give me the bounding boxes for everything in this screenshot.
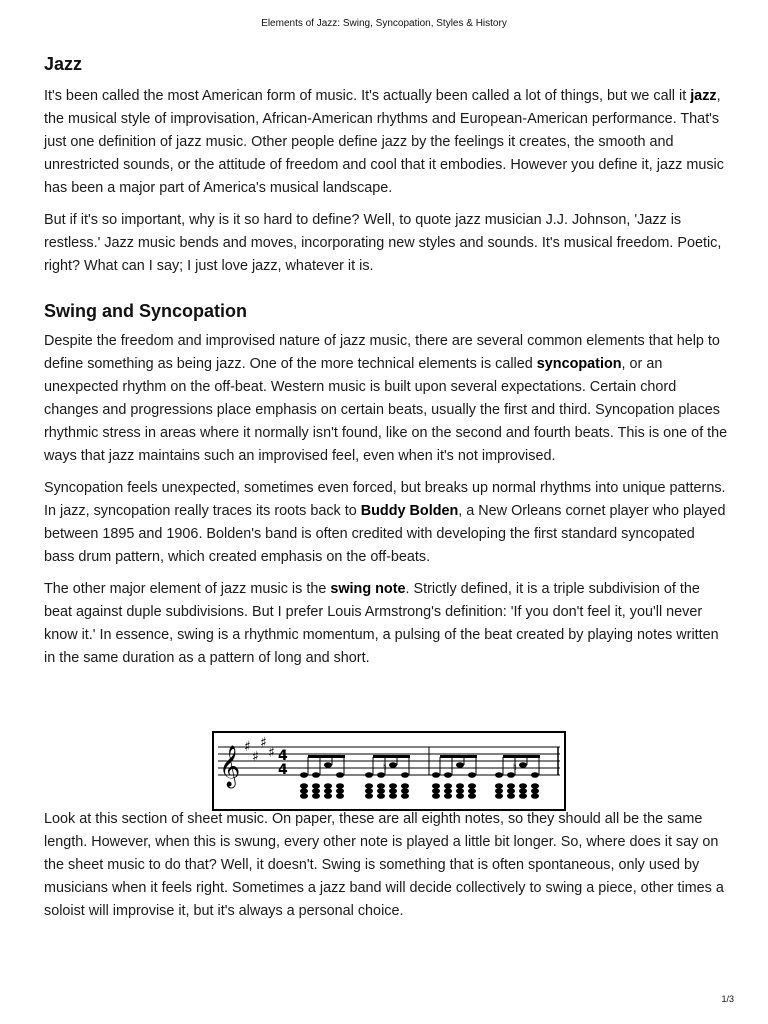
note-head xyxy=(401,772,409,778)
note-beam xyxy=(308,755,345,758)
note-head xyxy=(336,788,344,794)
note-head xyxy=(300,793,308,799)
running-header: Elements of Jazz: Swing, Syncopation, Styles & History xyxy=(261,18,507,29)
note-head xyxy=(336,772,344,778)
note-head xyxy=(377,793,385,799)
note-head xyxy=(377,772,385,778)
term-swing-note: swing note xyxy=(330,581,406,597)
note-head xyxy=(519,793,527,799)
note-head xyxy=(324,793,332,799)
note-beam xyxy=(373,755,410,758)
note-head xyxy=(519,788,527,794)
note-head xyxy=(377,783,385,789)
svg-text:♯: ♯ xyxy=(268,745,275,761)
note-head xyxy=(456,783,464,789)
treble-clef-icon: 𝄞 xyxy=(219,746,241,787)
term-buddy-bolden: Buddy Bolden xyxy=(360,503,459,519)
note-head xyxy=(495,783,503,789)
note-head xyxy=(495,772,503,778)
swing-paragraph-4: Look at this section of sheet music. On paper, these are all eighth notes, so they should all be the same length. However, when this is swung, every other note is played a little bit longer. So, where does it say on the sheet music to do that? Well, it doesn't. Swing is something that is often spontaneous, only used by musicians when it feels right. Sometimes a jazz band will decide collectively to swing a piece, other times a soloist will improvise it, but it's always a personal choice. xyxy=(44,811,724,919)
note-head xyxy=(456,793,464,799)
swing-paragraph-1: Despite the freedom and improvised nature of jazz music, there are several common elements that help to define something as being jazz. One of the more technical elements is called syncopation, or an unexpected rhythm on the off-beat. Western music is built upon several expectations. Certain chord changes and progressions place emphasis on certain beats, usually the first and third. Syncopation places rhythmic stress in areas where it normally isn't found, like on the second and fourth beats. This is one of the ways that jazz maintains such an improvised feel, even when it's not improvised. xyxy=(44,333,728,464)
note-head xyxy=(312,772,320,778)
time-signature-top: 4 xyxy=(278,748,288,764)
note-head xyxy=(432,788,440,794)
note-head xyxy=(389,783,397,789)
natural-sign: ♮ xyxy=(383,762,387,773)
note-head xyxy=(519,762,527,768)
note-head xyxy=(531,793,539,799)
term-syncopation: syncopation xyxy=(536,356,622,372)
note-head xyxy=(389,793,397,799)
note-head xyxy=(389,762,397,768)
note-head xyxy=(365,793,373,799)
note-head xyxy=(432,793,440,799)
eighth-note-group xyxy=(432,755,477,799)
note-head xyxy=(300,783,308,789)
note-head xyxy=(456,788,464,794)
note-head xyxy=(507,772,515,778)
note-head xyxy=(365,783,373,789)
sheet-music-image xyxy=(214,733,564,809)
note-groups xyxy=(300,755,540,799)
note-head xyxy=(468,788,476,794)
note-head xyxy=(365,788,373,794)
note-head xyxy=(336,783,344,789)
heading-jazz: Jazz xyxy=(44,54,83,74)
note-head xyxy=(507,783,515,789)
sheet-music-figure xyxy=(212,731,566,811)
note-head xyxy=(519,783,527,789)
note-head xyxy=(468,772,476,778)
note-head xyxy=(444,788,452,794)
note-beam xyxy=(503,755,540,758)
note-head xyxy=(507,793,515,799)
note-head xyxy=(432,772,440,778)
eighth-note-group xyxy=(495,755,540,799)
note-head xyxy=(336,793,344,799)
note-head xyxy=(389,788,397,794)
note-head xyxy=(401,793,409,799)
note-head xyxy=(365,772,373,778)
note-head xyxy=(300,788,308,794)
note-head xyxy=(444,793,452,799)
note-head xyxy=(401,783,409,789)
note-head xyxy=(495,788,503,794)
svg-text:♯: ♯ xyxy=(260,735,267,751)
jazz-paragraph-2: But if it's so important, why is it so hard to define? Well, to quote jazz musician J.J. Johnson, 'Jazz is restless.' Jazz music bends and moves, incorporating new styles and sounds. It's musical freedom. Poetic, right? What can I say; I just love jazz, whatever it is. xyxy=(44,212,722,274)
eighth-note-group xyxy=(300,755,345,799)
note-head xyxy=(444,783,452,789)
heading-swing-syncopation: Swing and Syncopation xyxy=(44,301,248,321)
note-head xyxy=(468,793,476,799)
natural-sign: ♮ xyxy=(513,762,517,773)
note-head xyxy=(531,783,539,789)
svg-text:♯: ♯ xyxy=(244,739,251,755)
note-head xyxy=(401,788,409,794)
term-jazz: jazz xyxy=(690,88,717,104)
note-beam xyxy=(440,755,477,758)
note-head xyxy=(444,772,452,778)
page-number: 1/3 xyxy=(721,994,734,1004)
note-head xyxy=(468,783,476,789)
note-head xyxy=(324,762,332,768)
swing-paragraph-2: Syncopation feels unexpected, sometimes even forced, but breaks up normal rhythms into unique patterns. In jazz, syncopation really traces its roots back to Buddy Bolden, a New Orleans cornet player who played between 1895 and 1906. Bolden's band is often credited with developing the first standard syncopated bass drum pattern, which created emphasis on the off-beats. xyxy=(44,480,726,565)
note-head xyxy=(312,788,320,794)
note-head xyxy=(531,788,539,794)
note-head xyxy=(300,772,308,778)
note-head xyxy=(531,772,539,778)
note-head xyxy=(377,788,385,794)
swing-paragraph-3: The other major element of jazz music is the swing note. Strictly defined, it is a triple subdivision of the beat against duple subdivisions. But I prefer Louis Armstrong's definition: 'If you don't feel it, you'll never know it.' In essence, swing is a rhythmic momentum, a pulsing of the beat created by playing notes written in the same duration as a pattern of long and short. xyxy=(44,581,719,666)
note-head xyxy=(456,762,464,768)
svg-text:♯: ♯ xyxy=(252,749,259,765)
note-head xyxy=(507,788,515,794)
jazz-paragraph-1: It's been called the most American form of music. It's actually been called a lot of things, but we call it jazz, the musical style of improvisation, African-American rhythms and European-American performance. That's just one definition of jazz music. Other people define jazz by the feelings it creates, the smooth and unrestricted sounds, or the attitude of freedom and cool that it embodies. However you define it, jazz music has been a major part of America's musical landscape. xyxy=(44,88,724,196)
note-head xyxy=(324,783,332,789)
time-signature-bottom: 4 xyxy=(278,762,288,778)
eighth-note-group xyxy=(365,755,410,799)
note-head xyxy=(432,783,440,789)
note-head xyxy=(495,793,503,799)
note-head xyxy=(312,793,320,799)
note-head xyxy=(324,788,332,794)
note-head xyxy=(312,783,320,789)
